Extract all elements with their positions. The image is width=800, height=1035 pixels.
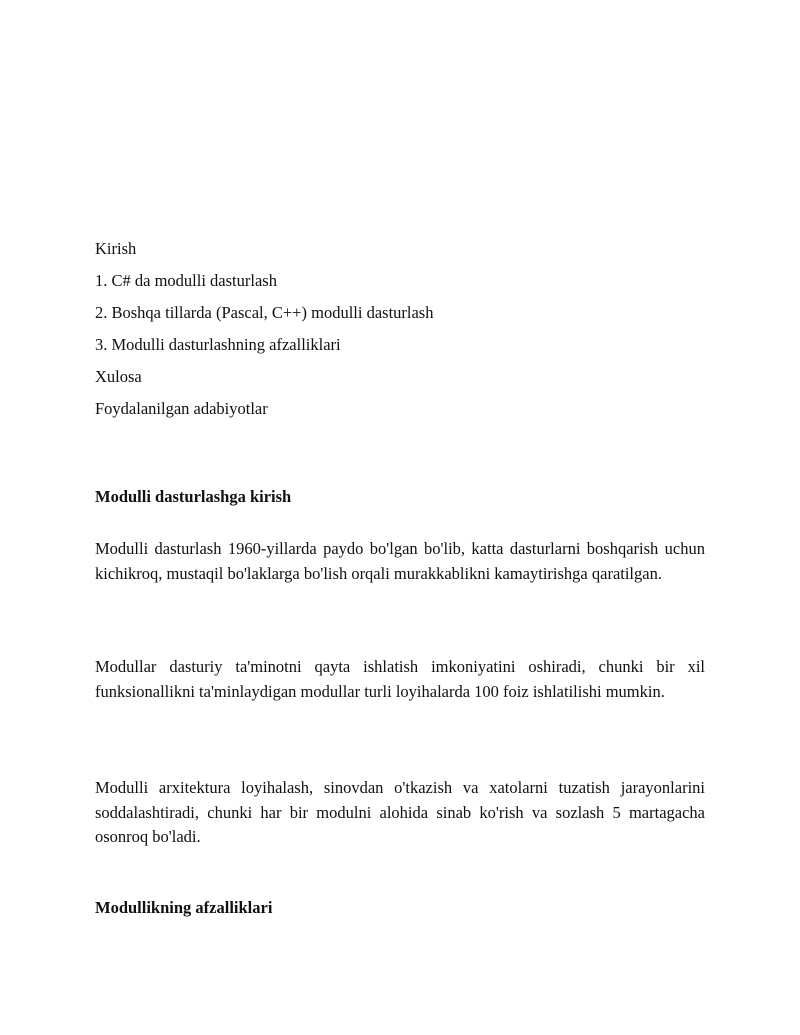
paragraph: Modulli arxitektura loyihalash, sinovdan o'tkazish va xatolarni tuzatish jarayonlarini soddalashtiradi, chunki har bir modulni alohida sinab ko'rish va sozlash 5 martagacha osonroq bo'ladi. [95,778,705,846]
section-heading-advantages: Modullikning afzalliklari [95,898,273,917]
toc-item-csharp: 1. C# da modulli dasturlash [95,271,277,290]
paragraph: Modulli dasturlash 1960-yillarda paydo bo'lgan bo'lib, katta dasturlarni boshqarish uchun kichikroq, mustaqil bo'laklarga bo'lish orqali murakkablikni kamaytirishga qaratilgan. [95,539,705,583]
toc-item-advantages: 3. Modulli dasturlashning afzalliklari [95,335,341,354]
table-of-contents [95,233,705,425]
toc-item-conclusion: Xulosa [95,367,142,386]
paragraph: Modullar dasturiy ta'minotni qayta ishlatish imkoniyatini oshiradi, chunki bir xil funksionallikni ta'minlaydigan modullar turli loyihalarda 100 foiz ishlatilishi mumkin. [95,657,705,701]
toc-item-introduction: Kirish [95,239,137,258]
toc-item-references: Foydalanilgan adabiyotlar [95,399,268,418]
section-heading-introduction: Modulli dasturlashga kirish [95,487,292,506]
toc-item-other-languages: 2. Boshqa tillarda (Pascal, C++) modulli dasturlash [95,303,434,322]
